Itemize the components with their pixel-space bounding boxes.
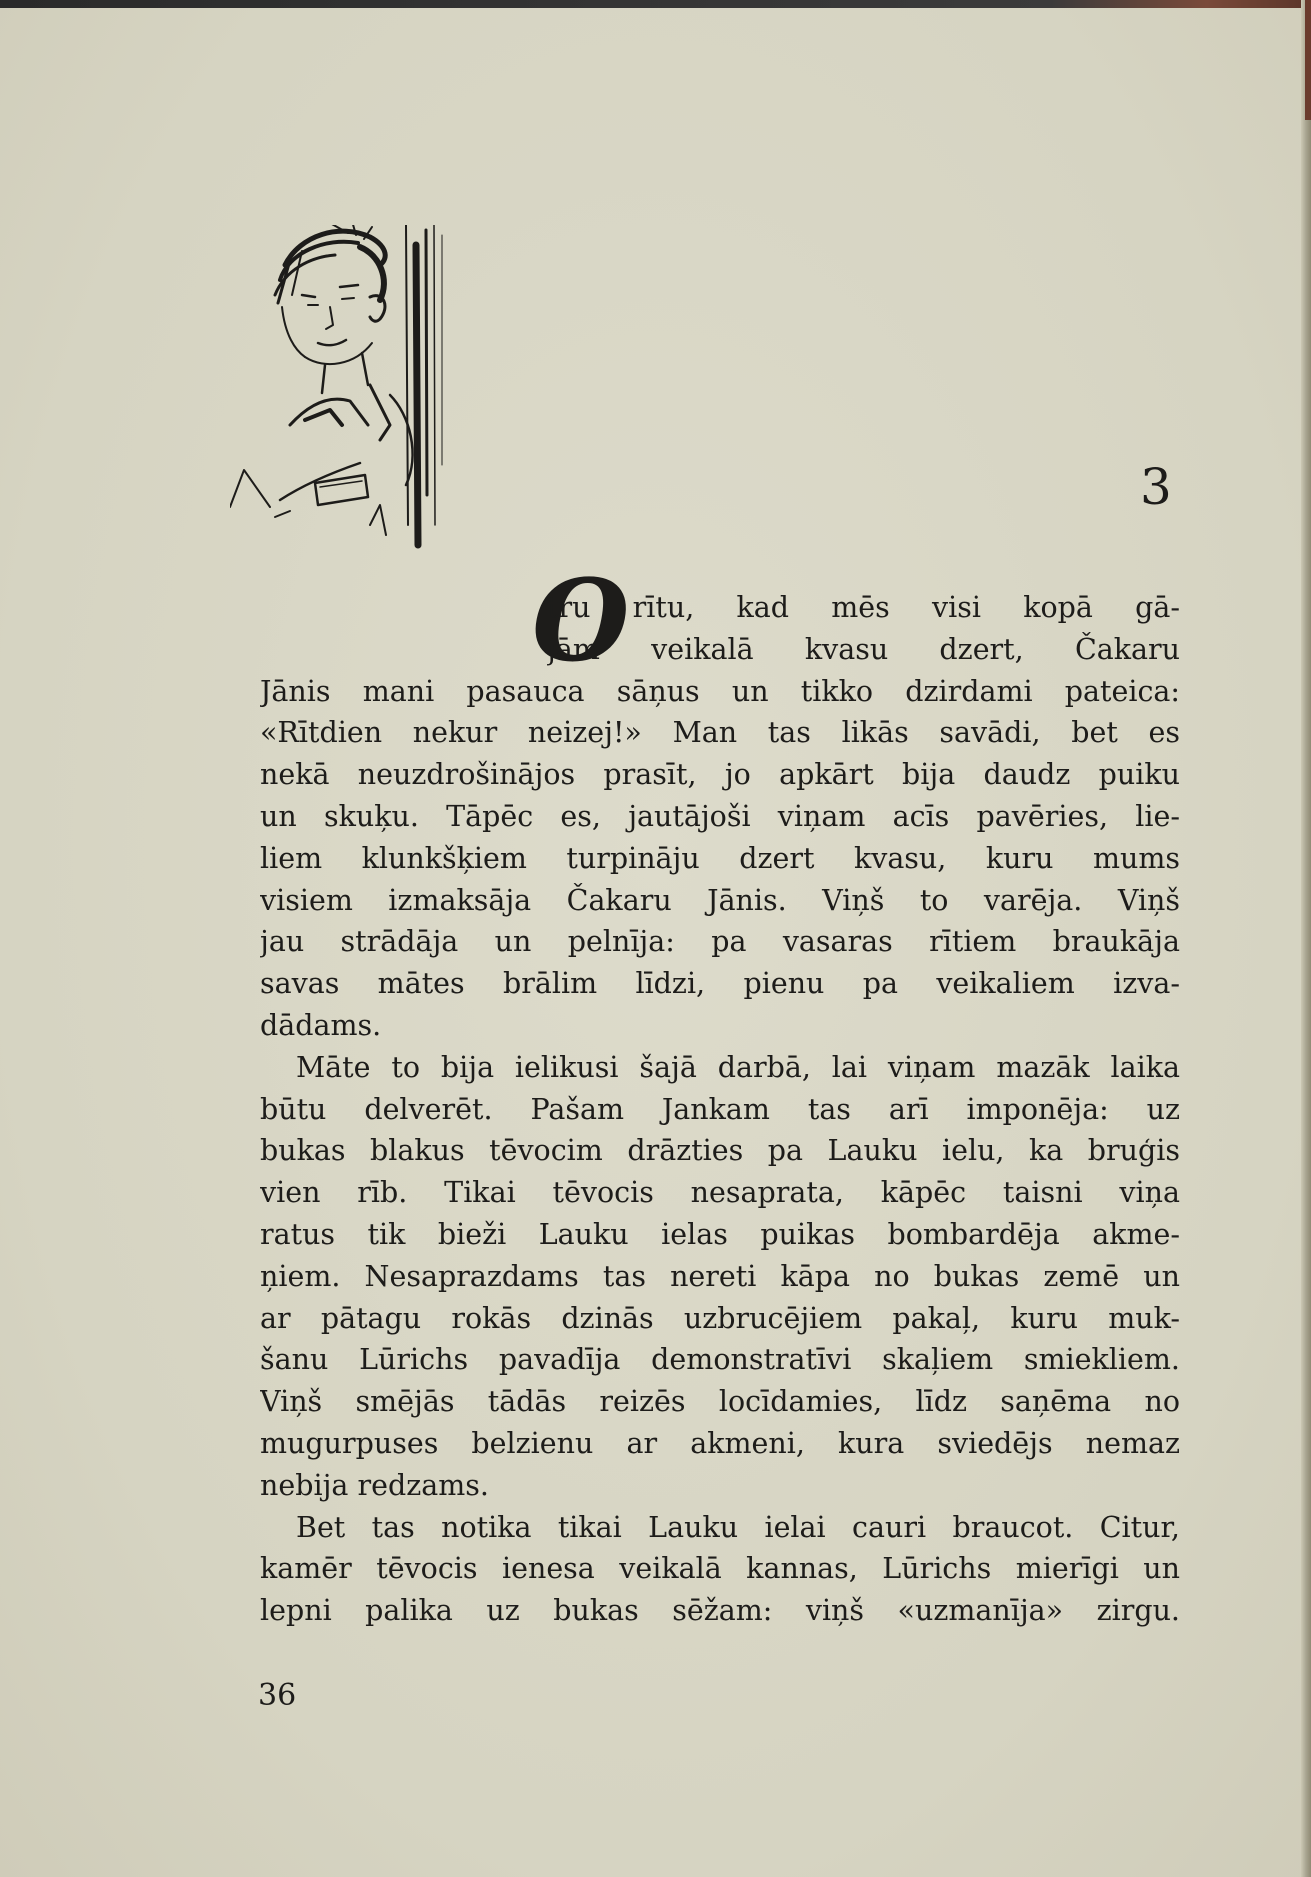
text-line: ņiem. Nesaprazdams tas nereti kāpa no bukas zemē un (260, 1259, 1180, 1293)
text-line: Māte to bija ielikusi šajā darbā, lai viņam mazāk laika (296, 1050, 1180, 1084)
binding-strip (1305, 0, 1311, 120)
page-number: 36 (258, 1678, 297, 1713)
text-line: tru rītu, kad mēs visi kopā gā- (547, 591, 1180, 624)
text-line: Viņš smējās tādās reizēs locīdamies, līdz saņēma no (260, 1385, 1180, 1419)
text-line: lepni palika uz bukas sēžam: viņš «uzmanīja» zirgu. (260, 1594, 1180, 1628)
chapter-number: 3 (1140, 458, 1172, 516)
text-line: bukas blakus tēvocim drāzties pa Lauku ielu, ka bruģis (260, 1134, 1180, 1168)
text-line: un skuķu. Tāpēc es, jautājoši viņam acīs pavēries, lie- (260, 800, 1180, 833)
text-line: ratus tik bieži Lauku ielas puikas bombardēja akme- (260, 1218, 1180, 1251)
drop-cap: O (532, 556, 630, 687)
text-line: nekā neuzdrošinājos prasīt, jo apkārt bija daudz puiku (260, 758, 1180, 792)
text-line: savas mātes brālim līdzi, pienu pa veikaliem izva- (260, 967, 1180, 1001)
boy-illustration (230, 225, 550, 635)
text-line: Jānis mani pasauca sāņus un tikko dzirdami pateica: (260, 674, 1180, 708)
text-line: «Rītdien nekur neizej!» Man tas likās savādi, bet es (260, 716, 1180, 750)
text-line: ar pātagu rokās dzinās uzbrucējiem pakaļ, kuru muk- (260, 1301, 1180, 1335)
text-line: mugurpuses belzienu ar akmeni, kura sviedējs nemaz (260, 1427, 1180, 1460)
text-line: liem klunkšķiem turpināju dzert kvasu, kuru mums (260, 841, 1180, 875)
text-line: nebija redzams. (260, 1468, 489, 1502)
text-line: šanu Lūrichs pavadīja demonstratīvi skaļiem smiekliem. (260, 1343, 1180, 1377)
text-line: vien rīb. Tikai tēvocis nesaprata, kāpēc taisni viņa (260, 1176, 1180, 1210)
text-line: kamēr tēvocis ienesa veikalā kannas, Lūrichs mierīgi un (260, 1552, 1180, 1586)
text-line: jām veikalā kvasu dzert, Čakaru (547, 632, 1180, 666)
text-line: dādams. (260, 1009, 382, 1042)
text-line: jau strādāja un pelnīja: pa vasaras rītiem braukāja (260, 925, 1180, 959)
text-line: būtu delverēt. Pašam Jankam tas arī imponēja: uz (260, 1092, 1180, 1126)
text-line: visiem izmaksāja Čakaru Jānis. Viņš to varēja. Viņš (260, 883, 1180, 917)
text-line: Bet tas notika tikai Lauku ielai cauri braucot. Citur, (296, 1510, 1180, 1544)
page-right-edge (1301, 0, 1311, 1877)
page-top-edge (0, 0, 1311, 8)
